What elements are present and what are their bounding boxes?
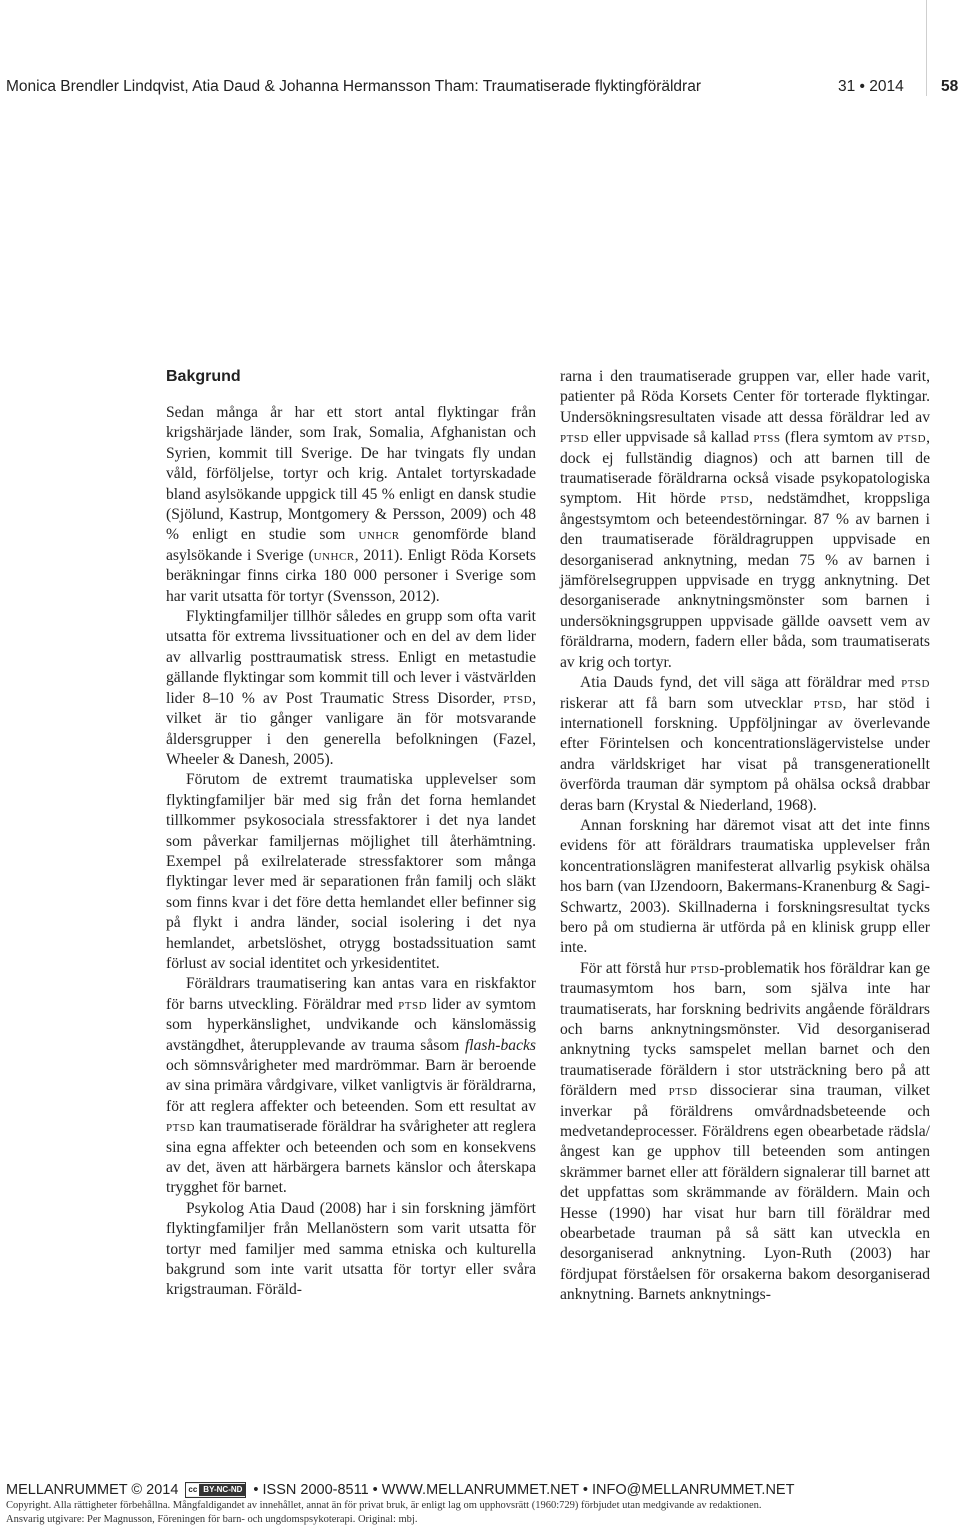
abbreviation: unhcr (358, 526, 400, 544)
abbreviation: ptsd (560, 429, 589, 447)
footer-journal-line (6, 1482, 794, 1498)
left-column (166, 367, 536, 1301)
cc-license-icon (185, 1482, 246, 1498)
paragraph: rarna i den traumatiserade gruppen var, eller hade varit, patienter på Röda Korsets Center för torterade flyktingar. Undersökningsresultaten visade att dessa föräldrar led av ptsd eller uppvisade så kallad ptss (flera symtom av ptsd, dock ej fullständig diagnos) och att barnen till de traumatiserade föräldrarna också visade psykopatologiska symptom. Hit hörde ptsd, nedstämdhet, kroppsliga ångestsymtom och beteendestörningar. 87 % av barnen i den traumatiserade föräldragruppen uppvisade en desorganiserad anknytning, medan 75 % av barnen i jämförelsegruppen uppvisade en trygg anknytning. Det desorganiserade anknytningsmönster som barnen i undersökningsgruppen uppvisade gällde oavsett vem av föräldrarna, modern, fadern eller båda, som traumatiserats av krig och tortyr. (560, 368, 930, 671)
paragraph: Annan forskning har däremot visat att det inte finns evidens för att föräldrars traumatiska upplevelser från koncentrationslägren manifesterat allvarlig psykisk ohälsa hos barn (van IJzendoorn, Bakermans-Kranenburg & Sagi-Schwartz, 2003). Skillnaderna i forskningsresultat tycks bero på om studierna är utförda på en klinisk grupp eller inte. (560, 816, 930, 957)
abbreviation: ptsd (897, 429, 927, 447)
page-number: 58 (941, 78, 959, 95)
abbreviation: ptsd (690, 959, 720, 977)
paragraph: Föräldrars traumatisering kan antas vara en riskfaktor för barns utveckling. Föräldrar med ptsd lider av symtom som hyperkänslighet, undvikande och känslomässig avstängdhet, återupplevande av trauma såsom flash-backs och sömnsvårigheter med mardrömmar. Barn är beroende av sina primära vårdgivare, vilket vanligtvis är föräldrarna, för att reglera affekter och beteenden. Som ett resultat av ptsd kan traumatiserade föräldrar ha svårigheter att reglera sina egna affekter och beteenden och som en konsekvens av det, även att härbärgera barnets känslor och återskapa trygghet för barnet. (166, 975, 536, 1197)
abbreviation: ptss (753, 429, 781, 447)
license-label: BY-NC-ND (200, 1484, 245, 1496)
footer-publisher: Ansvarig utgivare: Per Magnusson, Föreningen för barn- och ungdomspsykoterapi. Original: mbj. (6, 1514, 418, 1525)
paragraph: Flyktingfamiljer tillhör således en grupp som ofta varit utsatta för extrema livssituationer och en del av dem lider av allvarlig posttraumatisk stress. Enligt en metastudie gällande flyktingar som kommit till och lever i västvärlden lider 8–10 % av Post Traumatic Stress Disorder, ptsd, vilket är tio gånger vanligare än för motsvarande åldersgrupper i den generella befolkningen (Fazel, Wheeler & Danesh, 2005). (166, 608, 536, 768)
section-heading: Bakgrund (166, 368, 241, 385)
abbreviation: ptsd (668, 1082, 698, 1100)
running-header (6, 78, 959, 96)
abbreviation: ptsd (398, 995, 428, 1013)
paragraph: Sedan många år har ett stort antal flyktingar från krigshärjade länder, som Irak, Somalia, Afghanistan och Syrien, kommit till Sverige. De har tvingats fly undan våld, förföljelse, tortyr och krig. Antalet tortyrskadade bland asylsökande uppgick till 45 % enligt en dansk studie (Sjölund, Kastrup, Montgomery & Persson, 2009) och 48 % enligt en studie som unhcr genomförde bland asylsökande i Sverige (unhcr, 2011). Enligt Röda Korsets beräkningar finns cirka 180 000 personer i Sverige som har varit utsatta för tortyr (Svensson, 2012). (166, 404, 536, 605)
right-paragraphs (560, 367, 930, 1306)
running-title: Monica Brendler Lindqvist, Atia Daud & Johanna Hermansson Tham: Traumatiserade flyktingföräldrar (6, 78, 701, 95)
italic-term: flash-backs (464, 1036, 536, 1054)
abbreviation: unhcr (313, 546, 355, 564)
footer-journal-name: MELLANRUMMET © 2014 (6, 1482, 179, 1498)
paragraph: Atia Dauds fynd, det vill säga att föräldrar med ptsd riskerar att få barn som utvecklar ptsd, har stöd i internationell forskning. Uppföljningar av överlevande efter Förintelsen och koncentrationslägervistelse under andra världskriget har visat på transgenerationellt överförda trauman där symptom på ohälsa också drabbar deras barn (Krystal & Niederland, 1968). (560, 674, 930, 814)
footer-copyright: Copyright. Alla rättigheter förbehållna. Mångfaldigandet av innehållet, annat än för privat bruk, är enligt lag om upphovsrätt (1960:729) förbjudet utan medgivande av redaktionen. (6, 1500, 762, 1511)
abbreviation: ptsd (813, 694, 843, 712)
abbreviation: ptsd (503, 689, 533, 707)
abbreviation: ptsd (720, 490, 750, 508)
paragraph: Förutom de extremt traumatiska upplevelser som flyktingfamiljer bär med sig från det forna hemlandet tillkommer psykosociala stressfaktorer i det nya landet som påverkar familjernas möjlighet till återhämtning. Exempel på exilrelaterade stressfaktorer som många flyktingar lever med är separationen från familj och släkt som finns kvar i det före detta hemlandet eller befinner sig på flykt i andra länder, social isolering i det nya hemlandet, arbetslöshet, otrygg bostadssituation samt förlust av social identitet och yrkesidentitet. (166, 771, 536, 972)
abbreviation: ptsd (166, 1118, 195, 1136)
abbreviation: ptsd (901, 674, 930, 692)
footer-issn-links: • ISSN 2000-8511 • WWW.MELLANRUMMET.NET • INFO@MELLANRUMMET.NET (253, 1482, 795, 1498)
left-paragraphs (166, 403, 536, 1301)
cc-logo-label: cc (186, 1484, 200, 1496)
right-column (560, 367, 930, 1306)
paragraph: För att förstå hur ptsd-problematik hos föräldrar kan ge traumasymtom hos barn, som själva inte har traumatiserats, har forskning bedrivits angående föräldrars och barns anknytningsmönster. Vid desorganiserad anknytning tycks samspelet mellan barnet och den traumatiserade föräldern i stor utsträckning bero på att föräldern med ptsd dissocierar sina trauman, vilket inverkar på föräldrens omvårdnadsbeteende och medvetandeprocesser. Föräldrens egen obearbetade rädsla/ångest kan ge upphov till beteenden som antingen skrämmer barnet eller att föräldern signalerar till barnet att det uppfattas som skrämmande av föräldern. Main och Hesse (1990) har visat hur barn till föräldrar med obearbetade trauman på så sätt kan utveckla en desorganiserad anknytning. Lyon-Ruth (2003) har fördjupat förståelsen för orsakerna bakom desorganiserad anknytning. Barnets anknytnings- (560, 959, 930, 1304)
issue-label: 31 • 2014 (838, 78, 904, 95)
paragraph: Psykolog Atia Daud (2008) har i sin forskning jämfört flyktingfamiljer från Mellanöstern som varit utsatta för tortyr med familjer med samma etniska och kulturella bakgrund som inte varit utsatta för tortyr eller svåra krigstrauman. Föräld- (166, 1199, 536, 1299)
